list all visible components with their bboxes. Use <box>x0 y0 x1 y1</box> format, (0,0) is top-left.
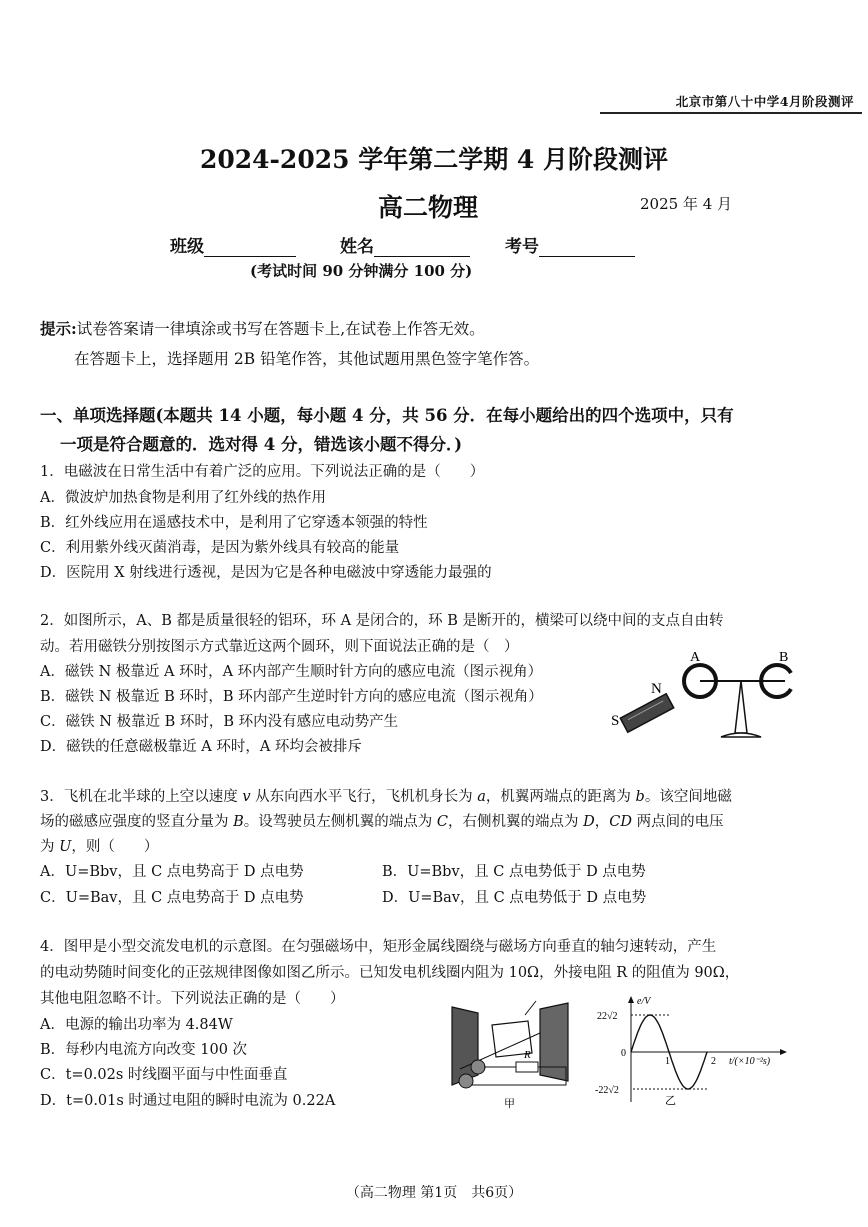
q1-stem: 1．电磁波在日常生活中有着广泛的应用。下列说法正确的是（ ） <box>40 464 485 480</box>
q3-var-b: b <box>635 789 645 805</box>
header-stamp: 北京市第八十中学4月阶段测评 <box>675 94 854 109</box>
x-tick-1: 1 <box>665 1056 670 1067</box>
origin-label: 0 <box>621 1048 626 1059</box>
resistor-label: R <box>524 1049 531 1061</box>
class-label: 班级 <box>170 237 204 257</box>
q3-option-c: C．U=Bav，且 C 点电势高于 D 点电势 <box>40 890 304 906</box>
figure-yi-label: 乙 <box>665 1094 676 1107</box>
label-b: B <box>779 650 789 665</box>
rotation-arrow <box>525 1001 536 1015</box>
q3-stem-2 <box>40 810 724 831</box>
exam-time: (考试时间 90 分钟满分 100 分) <box>250 262 473 280</box>
y-max-label: 22√2 <box>597 1011 618 1022</box>
class-field <box>170 232 296 257</box>
q4-option-b: B．每秒内电流方向改变 100 次 <box>40 1042 248 1058</box>
q3-text: 两点间的电压 <box>631 814 724 830</box>
section-heading-1: 一、单项选择题(本题共 14 小题，每小题 4 分，共 56 分．在每小题给出的四个选项中，只有 <box>40 406 734 425</box>
tip-label: 提示: <box>40 319 77 338</box>
q3-text: ，则（ ） <box>71 839 159 855</box>
id-blank <box>539 240 635 257</box>
label-a: A <box>690 650 701 665</box>
q1-option-c: C．利用紫外线灭菌消毒，是因为紫外线具有较高的能量 <box>40 540 400 556</box>
q3-var-v: v <box>242 789 251 805</box>
x-tick-2: 2 <box>711 1056 716 1067</box>
header-rule <box>600 112 862 114</box>
tip-line-1 <box>40 317 485 339</box>
generator-figure <box>440 995 580 1110</box>
pivot-stand <box>735 681 747 733</box>
q2-balance-figure <box>605 645 825 745</box>
tip-text-1: 试卷答案请一律填涂或书写在答题卡上,在试卷上作答无效。 <box>76 320 485 338</box>
q2-option-a: A．磁铁 N 极靠近 A 环时，A 环内部产生顺时针方向的感应电流（图示视角） <box>40 664 543 680</box>
q3-text: 3．飞机在北半球的上空以速度 <box>40 789 243 805</box>
q3-stem-1 <box>40 785 732 806</box>
slip-ring-2 <box>459 1074 473 1088</box>
q2-stem-1: 2．如图所示，A、B 都是质量很轻的铝环，环 A 是闭合的，环 B 是断开的，横梁可以绕中间的支点自由转 <box>40 613 724 629</box>
q3-stem-3 <box>40 835 158 856</box>
q4-option-d: D．t=0.01s 时通过电阻的瞬时电流为 0.22A <box>40 1093 336 1109</box>
q1-option-a: A．微波炉加热食物是利用了红外线的热作用 <box>40 490 326 506</box>
q3-text: ， <box>594 814 610 830</box>
id-label: 考号 <box>505 237 539 257</box>
q3-text: 为 <box>40 839 60 855</box>
q4-option-a: A．电源的输出功率为 4.84W <box>40 1017 233 1033</box>
label-s: S <box>611 713 620 729</box>
x-axis-arrow <box>780 1049 787 1055</box>
label-n: N <box>651 681 662 697</box>
q4-stem-2: 的电动势随时间变化的正弦规律图像如图乙所示。已知发电机线圈内阻为 10Ω，外接电阻 R 的阻值为 90Ω， <box>40 965 740 981</box>
q3-var-CD: CD <box>609 814 632 830</box>
q2-option-c: C．磁铁 N 极靠近 B 环时，B 环内没有感应电动势产生 <box>40 714 399 730</box>
tip-line-2: 在答题卡上，选择题用 2B 铅笔作答，其他试题用黑色签字笔作答。 <box>74 350 540 368</box>
slip-ring-1 <box>471 1060 485 1074</box>
section-heading-2: 一项是符合题意的．选对得 4 分，错选该小题不得分．) <box>60 435 463 454</box>
subject-title: 高二物理 <box>378 193 479 222</box>
exam-date: 2025 年 4 月 <box>640 195 733 213</box>
name-label: 姓名 <box>340 237 374 257</box>
name-blank <box>374 240 470 257</box>
y-axis-label: e/V <box>637 996 651 1007</box>
q4-stem-1: 4．图甲是小型交流发电机的示意图。在匀强磁场中，矩形金属线圈绕与磁场方向垂直的轴匀速转动，产生 <box>40 939 717 955</box>
stand-base <box>721 733 761 737</box>
q4-stem-3: 其他电阻忽略不计。下列说法正确的是（ ） <box>40 991 345 1007</box>
q2-option-b: B．磁铁 N 极靠近 B 环时，B 环内部产生逆时针方向的感应电流（图示视角） <box>40 689 543 705</box>
q1-option-d: D．医院用 X 射线进行透视，是因为它是各种电磁波中穿透能力最强的 <box>40 565 492 581</box>
q2-stem-2: 动。若用磁铁分别按图示方式靠近这两个圆环，则下面说法正确的是（ ） <box>40 639 519 655</box>
q3-text: ，机翼两端点的距离为 <box>485 789 636 805</box>
q3-text: 。设驾驶员左侧机翼的端点为 <box>243 814 437 830</box>
q3-var-U: U <box>59 839 72 855</box>
y-axis-arrow <box>628 996 634 1003</box>
id-field <box>505 232 635 257</box>
figure-jia-label: 甲 <box>504 1097 515 1110</box>
resistor <box>516 1062 538 1072</box>
q3-option-b: B．U=Bbv，且 C 点电势低于 D 点电势 <box>382 864 646 880</box>
emf-graph <box>595 990 795 1108</box>
y-min-label: -22√2 <box>595 1085 619 1096</box>
q3-var-D: D <box>583 814 595 830</box>
q3-text: 场的磁感应强度的竖直分量为 <box>40 814 234 830</box>
page-title: 2024-2025 学年第二学期 4 月阶段测评 <box>199 145 669 174</box>
magnet-pole-right <box>540 1003 568 1081</box>
q3-text: 。该空间地磁 <box>644 789 732 805</box>
q3-var-a: a <box>477 789 486 805</box>
q3-option-a: A．U=Bbv，且 C 点电势高于 D 点电势 <box>40 864 304 880</box>
q1-option-b: B．红外线应用在遥感技术中，是利用了它穿透本领强的特性 <box>40 515 428 531</box>
q3-option-d: D．U=Bav，且 C 点电势低于 D 点电势 <box>382 890 647 906</box>
class-blank <box>204 240 296 257</box>
q2-option-d: D．磁铁的任意磁极靠近 A 环时，A 环均会被排斥 <box>40 739 362 755</box>
x-axis-label: t/(×10⁻²s) <box>729 1056 771 1067</box>
q3-text: 从东向西水平飞行，飞机机身长为 <box>250 789 478 805</box>
name-field <box>340 232 470 257</box>
q3-text: ，右侧机翼的端点为 <box>447 814 584 830</box>
page-footer: （高二物理 第1页 共6页） <box>345 1185 523 1201</box>
magnet <box>620 694 673 733</box>
q3-var-B: B <box>233 814 244 830</box>
q3-var-C: C <box>436 814 448 830</box>
q4-option-c: C．t=0.02s 时线圈平面与中性面垂直 <box>40 1067 288 1083</box>
